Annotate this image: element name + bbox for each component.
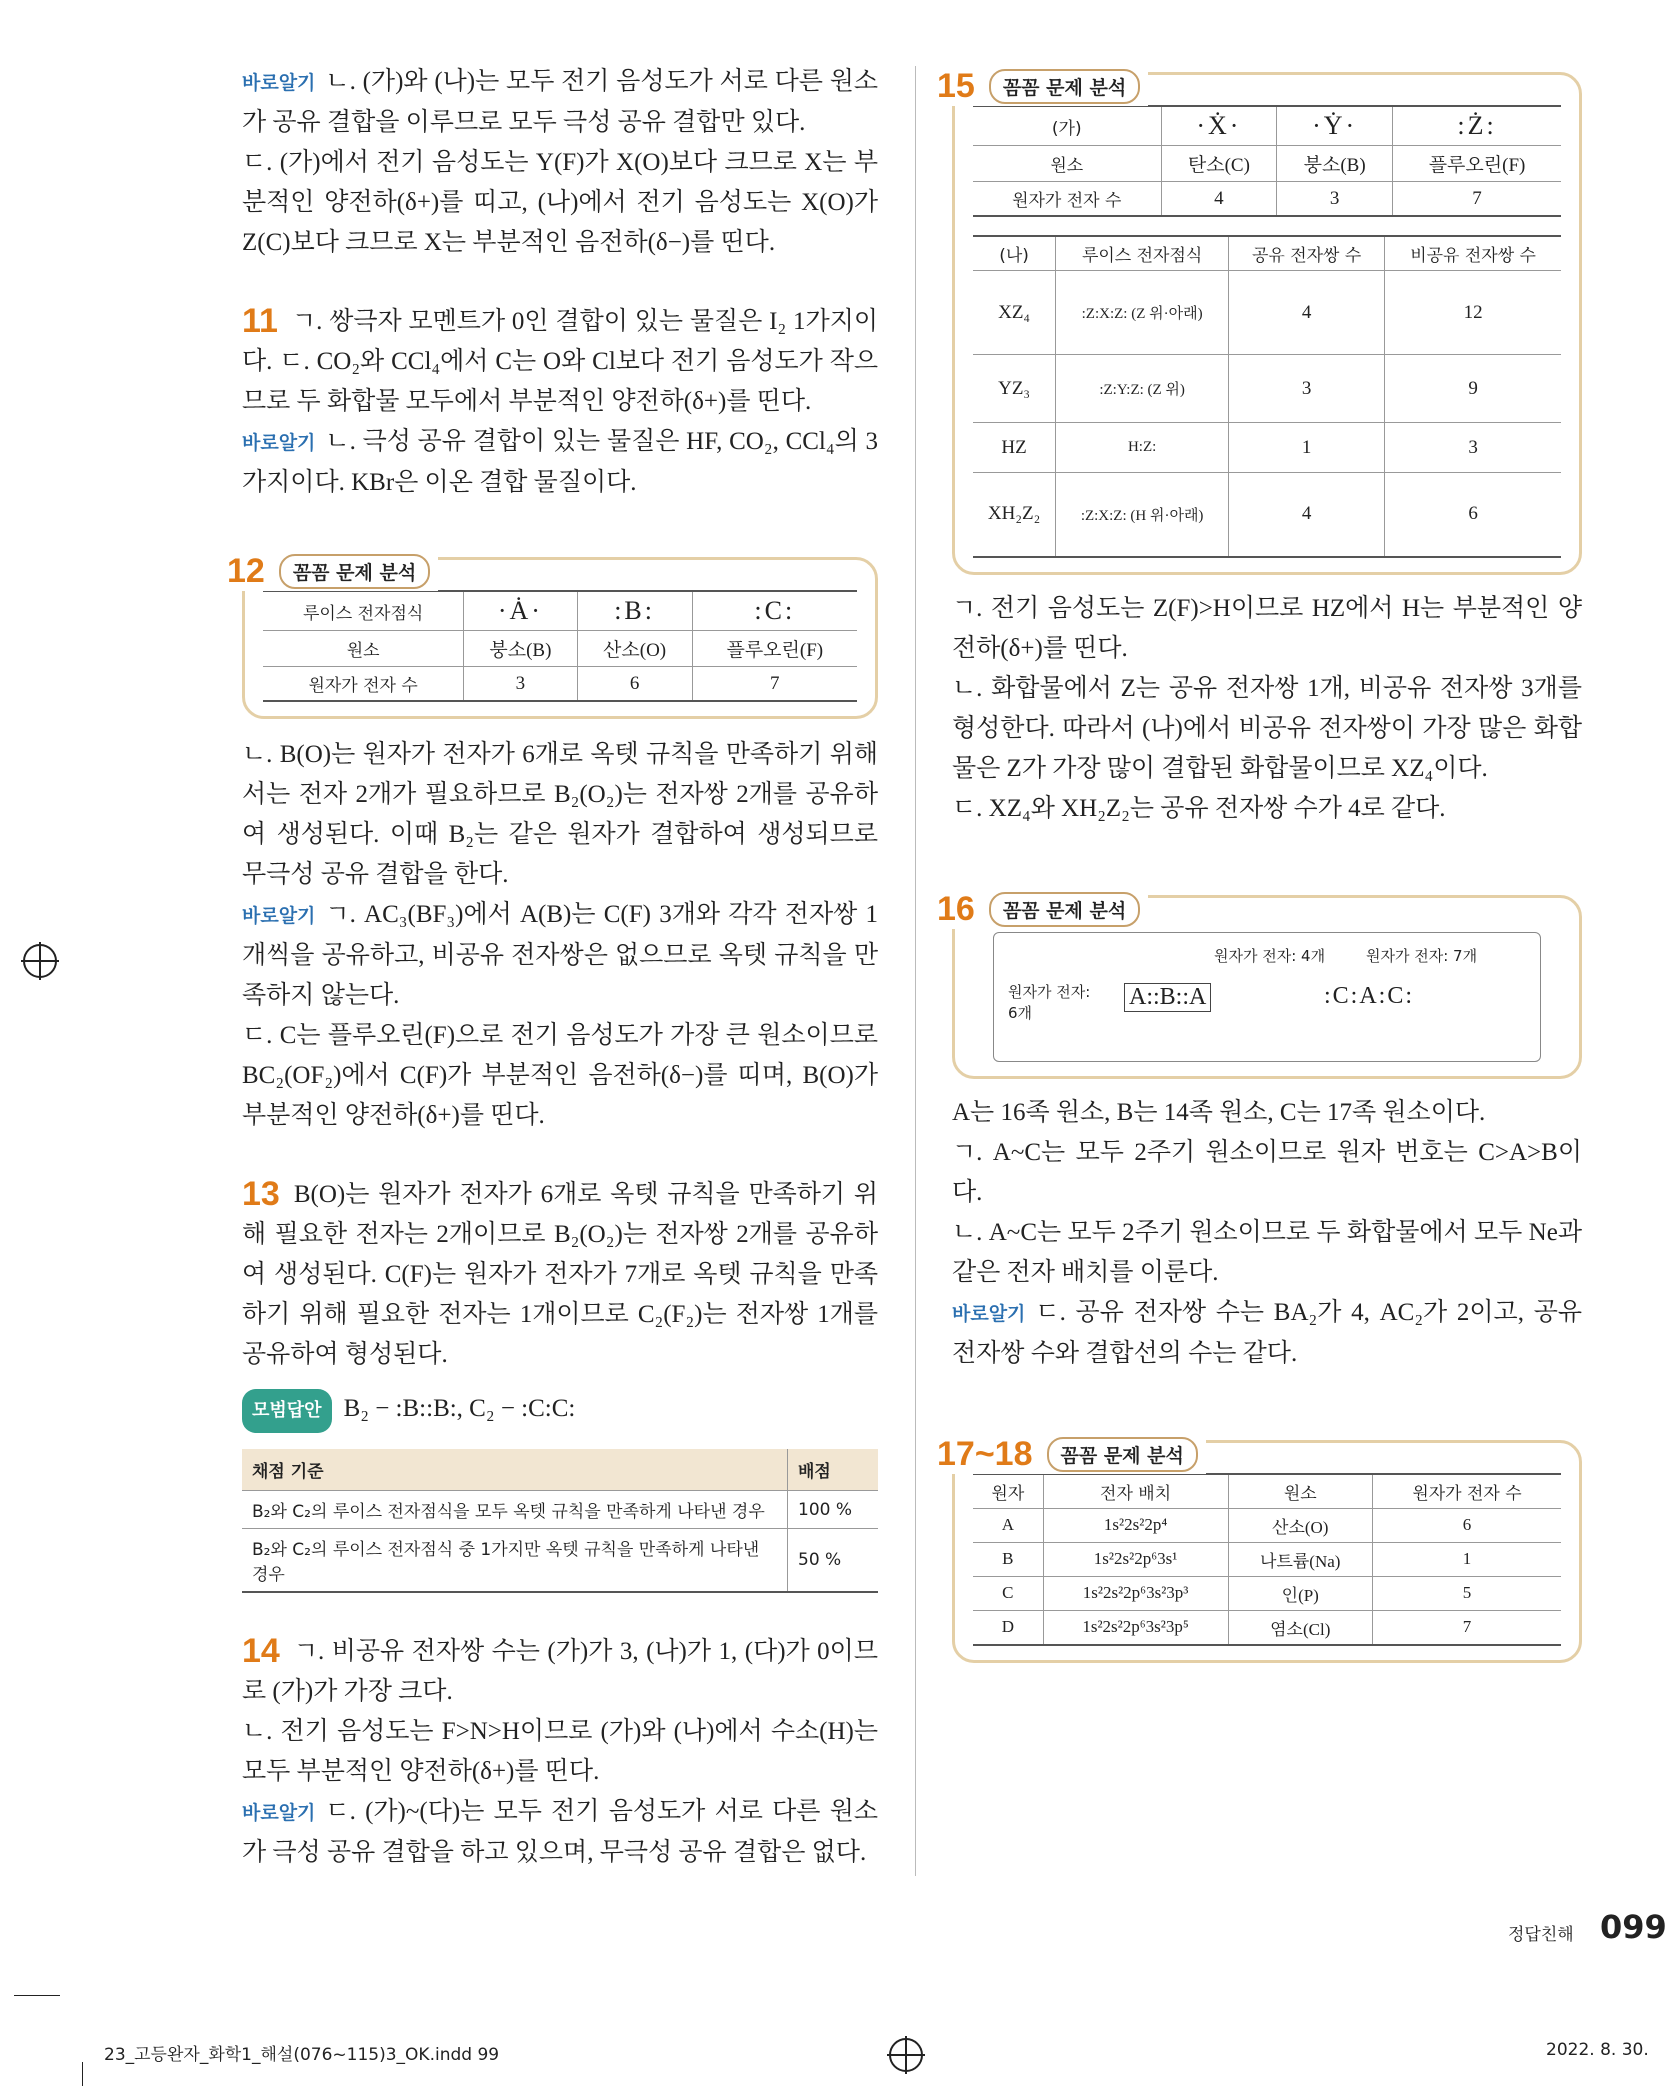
grading-criteria: B₂와 C₂의 루이스 전자점식을 모두 옥텟 규칙을 만족하게 나타낸 경우: [242, 1491, 788, 1529]
grading-table: [242, 1449, 878, 1593]
valence-c: 7: [692, 667, 857, 702]
q13: 13 B(O)는 원자가 전자가 6개로 옥텟 규칙을 만족하기 위해 필요한 전자는 2개이므로 B₂(O₂)는 전자쌍 2개를 공유하여 생성된다. C(F)는 원자가 전자가 7개로 옥텟 규칙을 만족하기 위해 필요한 전자는 1개이므로 C₂(F₂)는 전자쌍 1개를 공유하여 형성된다.: [242, 1175, 878, 1368]
q16-text-2: ㄱ. A~C는 모두 2주기 원소이므로 원자 번호는 C>A>B이다.: [952, 1138, 1582, 1206]
config: 1s²2s²2p⁶3s²3p⁵: [1043, 1610, 1228, 1645]
lone-pairs: 3: [1385, 423, 1561, 473]
q12-number: 12: [227, 552, 265, 590]
lewis-c: :C:: [692, 591, 857, 631]
q17-18-analysis-box: [937, 1434, 1582, 1663]
q11: 11 ㄱ. 쌍극자 모멘트가 0인 결합이 있는 물질은 I₂ 1가지이다. ㄷ. CO₂와 CCl₄에서 C는 O와 Cl보다 전기 음성도가 작으므로 두 화합물 모두에서 부분적인 양전하(δ+)를 띤다.: [242, 302, 878, 415]
label-left: 원자가 전자: 6개: [1008, 982, 1091, 1022]
table-config: [973, 1473, 1561, 1646]
paragraph: ㄷ. (가)에서 전기 음성도는 Y(F)가 X(O)보다 크므로 X는 부분적인 양전하(δ+)를 띠고, (나)에서 전기 음성도는 X(O)가 Z(C)보다 크므로 X는 부분적인 음전하(δ−)를 띤다.: [242, 149, 878, 256]
column-divider: [915, 66, 916, 1876]
formula: YZ₃: [973, 355, 1056, 423]
table-na-label: (나): [973, 236, 1056, 271]
footer-vbar: [82, 2062, 83, 2086]
q15-text-2: ㄴ. 화합물에서 Z는 공유 전자쌍 1개, 비공유 전자쌍 3개를 형성한다. 따라서 (나)에서 비공유 전자쌍이 가장 많은 화합물은 Z가 가장 많이 결합된 화합물이므로 XZ₄이다.: [952, 674, 1582, 782]
molecule-ba2: A::B::A: [1124, 983, 1211, 1012]
q15-text-3: ㄷ. XZ₄와 XH₂Z₂는 공유 전자쌍 수가 4로 같다.: [952, 794, 1446, 822]
wrong-tag: 바로알기: [242, 432, 316, 454]
formula: HZ: [973, 423, 1056, 473]
wrong-answer-top: 바로알기 ㄴ. (가)와 (나)는 모두 전기 음성도가 서로 다른 원소가 공유 결합을 이루므로 모두 극성 공유 결합만 있다.: [242, 68, 878, 136]
element-b: 산소(O): [577, 631, 692, 667]
molecule-ac2: :C:A:C:: [1324, 982, 1415, 1009]
file-name: 23_고등완자_화학1_해설(076~115)3_OK.indd 99: [104, 2045, 500, 2065]
valence-z: 7: [1393, 182, 1561, 217]
valence-b: 6: [577, 667, 692, 702]
header-lone: 비공유 전자쌍 수: [1385, 236, 1561, 271]
valence: 6: [1373, 1508, 1562, 1542]
formula: XH₂Z₂: [973, 473, 1056, 557]
q16-text-1: A는 16족 원소, B는 14족 원소, C는 17족 원소이다.: [952, 1098, 1486, 1126]
element: 산소(O): [1228, 1508, 1373, 1542]
element: 나트륨(Na): [1228, 1542, 1373, 1576]
valence: 7: [1373, 1610, 1562, 1645]
lewis-structure: :Z:X:Z: (H 위·아래): [1056, 473, 1229, 557]
wrong-tag: 바로알기: [242, 72, 316, 94]
q16-text-3: ㄴ. A~C는 모두 2주기 원소이므로 두 화합물에서 모두 Ne과 같은 전자 배치를 이룬다.: [952, 1218, 1582, 1286]
valence: 1: [1373, 1542, 1562, 1576]
atom: C: [973, 1576, 1043, 1610]
wrong-tag: 바로알기: [952, 1302, 1026, 1325]
header-valence: 원자가 전자 수: [1373, 1474, 1562, 1509]
formula: XZ₄: [973, 271, 1056, 355]
analysis-pill: 꼼꼼 문제 분석: [279, 554, 430, 589]
q12-table: [263, 590, 857, 702]
q12-wrong-1: 바로알기 ㄱ. AC₃(BF₃)에서 A(B)는 C(F) 3개와 각각 전자쌍 1개씩을 공유하고, 비공유 전자쌍은 없으므로 옥텟 규칙을 만족하지 않는다.: [242, 901, 878, 1009]
footer-rule: [14, 1995, 60, 1996]
lewis-structure: :Z:Y:Z: (Z 위): [1056, 355, 1229, 423]
atom: A: [973, 1508, 1043, 1542]
q13-number: 13: [242, 1175, 280, 1213]
table-ga-label: (가): [973, 106, 1161, 146]
header-shared: 공유 전자쌍 수: [1229, 236, 1385, 271]
shared-pairs: 4: [1229, 271, 1385, 355]
table-na: [973, 235, 1561, 558]
lewis-a: ·Ȧ·: [464, 591, 577, 631]
header-valence: 원자가 전자 수: [263, 667, 464, 702]
shared-pairs: 1: [1229, 423, 1385, 473]
grading-score: 100 %: [788, 1491, 879, 1529]
q11-wrong: 바로알기 ㄴ. 극성 공유 결합이 있는 물질은 HF, CO₂, CCl₄의 3가지이다. KBr은 이온 결합 물질이다.: [242, 428, 878, 496]
label-right: 원자가 전자: 7개: [1366, 946, 1478, 965]
header-config: 전자 배치: [1043, 1474, 1228, 1509]
q14-number: 14: [242, 1632, 280, 1670]
model-answer-tag: 모범답안: [242, 1389, 332, 1433]
lewis-y: ·Ẏ·: [1277, 106, 1393, 146]
valence-a: 3: [464, 667, 577, 702]
q15-analysis-box: [937, 67, 1582, 575]
element-c: 플루오린(F): [692, 631, 857, 667]
q17-18-number: 17~18: [937, 1434, 1033, 1473]
lewis-b: :B:: [577, 591, 692, 631]
q14-wrong: 바로알기 ㄷ. (가)~(다)는 모두 전기 음성도가 서로 다른 원소가 극성 공유 결합을 하고 있으며, 무극성 공유 결합은 없다.: [242, 1798, 878, 1866]
grading-score: 50 %: [788, 1529, 879, 1593]
q15-number: 15: [937, 67, 975, 105]
grading-criteria: B₂와 C₂의 루이스 전자점식 중 1가지만 옥텟 규칙을 만족하게 나타낸 경우: [242, 1529, 788, 1593]
q16-wrong: 바로알기 ㄷ. 공유 전자쌍 수는 BA₂가 4, AC₂가 2이고, 공유 전자쌍 수와 결합선의 수는 같다.: [952, 1298, 1582, 1367]
wrong-tag: 바로알기: [242, 905, 316, 927]
lone-pairs: 9: [1385, 355, 1561, 423]
valence-y: 3: [1277, 182, 1393, 217]
right-column: [937, 62, 1582, 1663]
analysis-pill: 꼼꼼 문제 분석: [989, 892, 1140, 927]
lone-pairs: 6: [1385, 473, 1561, 557]
q14-text-2: ㄴ. 전기 음성도는 F>N>H이므로 (가)와 (나)에서 수소(H)는 모두 부분적인 양전하(δ+)를 띤다.: [242, 1718, 878, 1785]
q14: 14 ㄱ. 비공유 전자쌍 수는 (가)가 3, (나)가 1, (다)가 0이므로 (가)가 가장 크다.: [242, 1632, 878, 1705]
table-ga: [973, 105, 1561, 217]
q12-analysis-box: [227, 552, 878, 719]
header-atom: 원자: [973, 1474, 1043, 1509]
q16-analysis-box: [937, 889, 1582, 1079]
q11-number: 11: [242, 302, 278, 340]
element: 인(P): [1228, 1576, 1373, 1610]
q15-text-1: ㄱ. 전기 음성도는 Z(F)>H이므로 HZ에서 H는 부분적인 양전하(δ+)를 띤다.: [952, 594, 1582, 662]
header-valence: 원자가 전자 수: [973, 182, 1161, 217]
lone-pairs: 12: [1385, 271, 1561, 355]
valence-x: 4: [1161, 182, 1277, 217]
header-element: 원소: [263, 631, 464, 667]
element-z: 플루오린(F): [1393, 146, 1561, 182]
q16-number: 16: [937, 889, 975, 928]
shared-pairs: 3: [1229, 355, 1385, 423]
print-date: 2022. 8. 30.: [1546, 2040, 1649, 2060]
q12-text: ㄴ. B(O)는 원자가 전자가 6개로 옥텟 규칙을 만족하기 위해서는 전자 2개가 필요하므로 B₂(O₂)는 전자쌍 2개를 공유하여 생성된다. 이때 B₂는 같은 원자가 결합하여 생성되므로 무극성 공유 결합을 한다.: [242, 741, 878, 888]
element-x: 탄소(C): [1161, 146, 1277, 182]
q12-wrong-2: ㄷ. C는 플루오린(F)으로 전기 음성도가 가장 큰 원소이므로 BC₂(OF₂)에서 C(F)가 부분적인 음전하(δ−)를 띠며, B(O)가 부분적인 양전하(δ+)를 띤다.: [242, 1022, 878, 1129]
registration-mark-icon: [889, 2038, 923, 2072]
header-lewis: 루이스 전자점식: [1056, 236, 1229, 271]
element: 염소(Cl): [1228, 1610, 1373, 1645]
left-column: [227, 62, 878, 1873]
lewis-structure: :Z:X:Z: (Z 위·아래): [1056, 271, 1229, 355]
q13-model-answer: 모범답안 B₂ − :B::B:, C₂ − :C:C:: [242, 1389, 878, 1433]
valence: 5: [1373, 1576, 1562, 1610]
wrong-tag: 바로알기: [242, 1802, 316, 1824]
header-lewis: 루이스 전자점식: [263, 591, 464, 631]
config: 1s²2s²2p⁶3s¹: [1043, 1542, 1228, 1576]
element-y: 붕소(B): [1277, 146, 1393, 182]
header-element: 원소: [973, 146, 1161, 182]
analysis-pill: 꼼꼼 문제 분석: [1047, 1437, 1198, 1472]
atom: D: [973, 1610, 1043, 1645]
lewis-structure: H:Z:: [1056, 423, 1229, 473]
registration-mark-icon: [23, 944, 57, 978]
lewis-z: :Ż:: [1393, 106, 1561, 146]
page-number: 099: [1600, 1908, 1667, 1946]
analysis-pill: 꼼꼼 문제 분석: [989, 69, 1140, 104]
element-a: 붕소(B): [464, 631, 577, 667]
grading-header-score: 배점: [788, 1449, 879, 1491]
section-label: 정답친해: [1508, 1925, 1574, 1945]
lewis-x: ·Ẋ·: [1161, 106, 1277, 146]
atom: B: [973, 1542, 1043, 1576]
header-element: 원소: [1228, 1474, 1373, 1509]
shared-pairs: 4: [1229, 473, 1385, 557]
grading-header-criteria: 채점 기준: [242, 1449, 788, 1491]
label-mid: 원자가 전자: 4개: [1214, 946, 1326, 965]
config: 1s²2s²2p⁴: [1043, 1508, 1228, 1542]
config: 1s²2s²2p⁶3s²3p³: [1043, 1576, 1228, 1610]
q16-diagram: [993, 932, 1541, 1062]
